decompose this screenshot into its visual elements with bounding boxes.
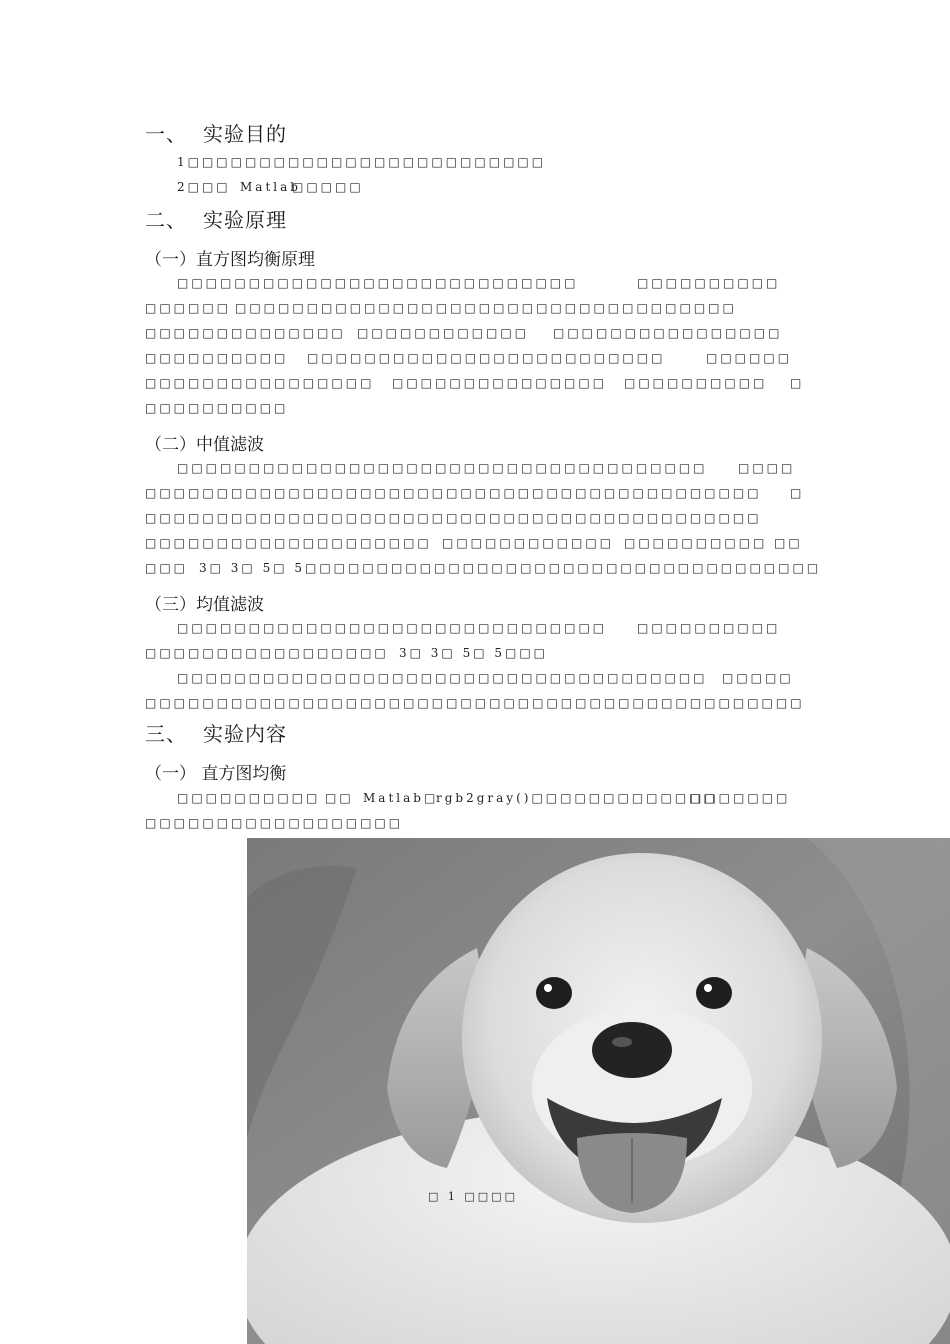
subsection-heading-mean-filter: （三）均值滤波 — [145, 595, 264, 615]
text-line: □□□□□□□□□□□□□□□□□□□□□□□□□□□□ — [177, 276, 579, 290]
text-line: □□□□□□□□□□□□□□ — [145, 326, 346, 340]
text-line: □□□□□□□□□□□□ — [442, 536, 615, 550]
figure-caption: □ 1 □□□□ — [428, 1190, 518, 1203]
text-line: □□□□□□□ — [690, 791, 791, 805]
text-line: □□□□□□□□□□□□□□□□□□ — [145, 816, 404, 830]
text-line: 3□ 3□ 5□ 5□□□□□□□□□□□□□□□□□□□□□□□□□□□□□□□□□□□□ — [199, 561, 822, 575]
text-line: □□□□□□□□□□□□ — [357, 326, 530, 340]
text-line: □□□□□□□□□□□□□□□□□□□□□□□□□□□□□□□□□□□□□ — [177, 671, 708, 685]
text-line: □□□□□□□□□□ — [624, 376, 768, 390]
text-line: □□□□□□□□□□ — [624, 536, 768, 550]
section-number: 一、 — [145, 122, 187, 146]
puppy-photo — [247, 838, 950, 1344]
section-heading-2 — [145, 204, 287, 233]
text-line: □□□□□□ — [706, 351, 793, 365]
text-line: □□□ — [145, 561, 189, 575]
text-line: □□□□□□□□□□□□□□□□□□□□□□□□□□□□□□□□□□□ — [235, 301, 737, 315]
text-line: □□□□□□□□□□□□□□□□ — [553, 326, 783, 340]
subsection-heading-histogram-content: （一） 直方图均衡 — [145, 764, 287, 784]
text-line: □□□□□□□□□□□□□□□□ — [145, 376, 375, 390]
text-line: Matlab□ — [363, 791, 439, 805]
section-number: 三、 — [145, 722, 187, 746]
text-line: □□□□□□□□□□□□□□□□□□□□□□□□□□□□□□□□□□□□□□□□□□□□□□ — [145, 696, 805, 710]
text-line: □□□□□ — [292, 180, 364, 194]
text-line: □□□□□□□□□□□□□□□ — [392, 376, 608, 390]
section-heading-3 — [145, 718, 287, 747]
subsection-heading-histogram: （一）直方图均衡原理 — [145, 250, 315, 270]
subsection-heading-median-filter: （二）中值滤波 — [145, 435, 264, 455]
text-line: □□□□□□□□□□ — [637, 621, 781, 635]
text-line: Matlab — [240, 180, 301, 194]
section-heading-1 — [145, 118, 287, 147]
text-line: □ — [790, 376, 805, 390]
text-line: 3□ 3□ 5□ 5□□□ — [399, 646, 549, 660]
text-line: □□□□□□□□□□ — [145, 401, 289, 415]
text-line: □□□□□□□□□□ — [637, 276, 781, 290]
section-title: 实验原理 — [203, 208, 287, 232]
text-line: □□□□□□□□□□□□□□□□□□□□□□□□□ — [307, 351, 666, 365]
section-number: 二、 — [145, 208, 187, 232]
section-title: 实验内容 — [203, 722, 287, 746]
text-line: □□□□□□□□□□□□□□□□□□□□□□□□□□□□□□□□□□□□□□□□□□□ — [145, 486, 762, 500]
text-line: □□ — [774, 536, 803, 550]
text-line: 2□□□ — [177, 180, 231, 194]
text-line: □□□□ — [738, 461, 796, 475]
text-line: □□□□□□□□□□□□□□□□□□□□ — [145, 536, 432, 550]
text-line: □□□□□□□□□□ — [145, 351, 289, 365]
text-line: □□□□□ — [722, 671, 794, 685]
text-line: □□□□□□□□□□□□□□□□□□□□□□□□□□□□□□ — [177, 621, 608, 635]
text-line: □□ — [325, 791, 354, 805]
text-line: 1□□□□□□□□□□□□□□□□□□□□□□□□□ — [177, 155, 547, 169]
text-line: rgb2gray()□□□□□□□□□□□□□ — [436, 791, 718, 805]
text-line: □ — [790, 486, 805, 500]
section-title: 实验目的 — [203, 122, 287, 146]
text-line: □□□□□□□□□□□□□□□□□□□□□□□□□□□□□□□□□□□□□□□□□□□ — [145, 511, 762, 525]
text-line: □□□□□□□□□□ — [177, 791, 321, 805]
text-line: □□□□□□ — [145, 301, 232, 315]
text-line: □□□□□□□□□□□□□□□□□□□□□□□□□□□□□□□□□□□□□ — [177, 461, 708, 475]
text-line: □□□□□□□□□□□□□□□□□ — [145, 646, 389, 660]
